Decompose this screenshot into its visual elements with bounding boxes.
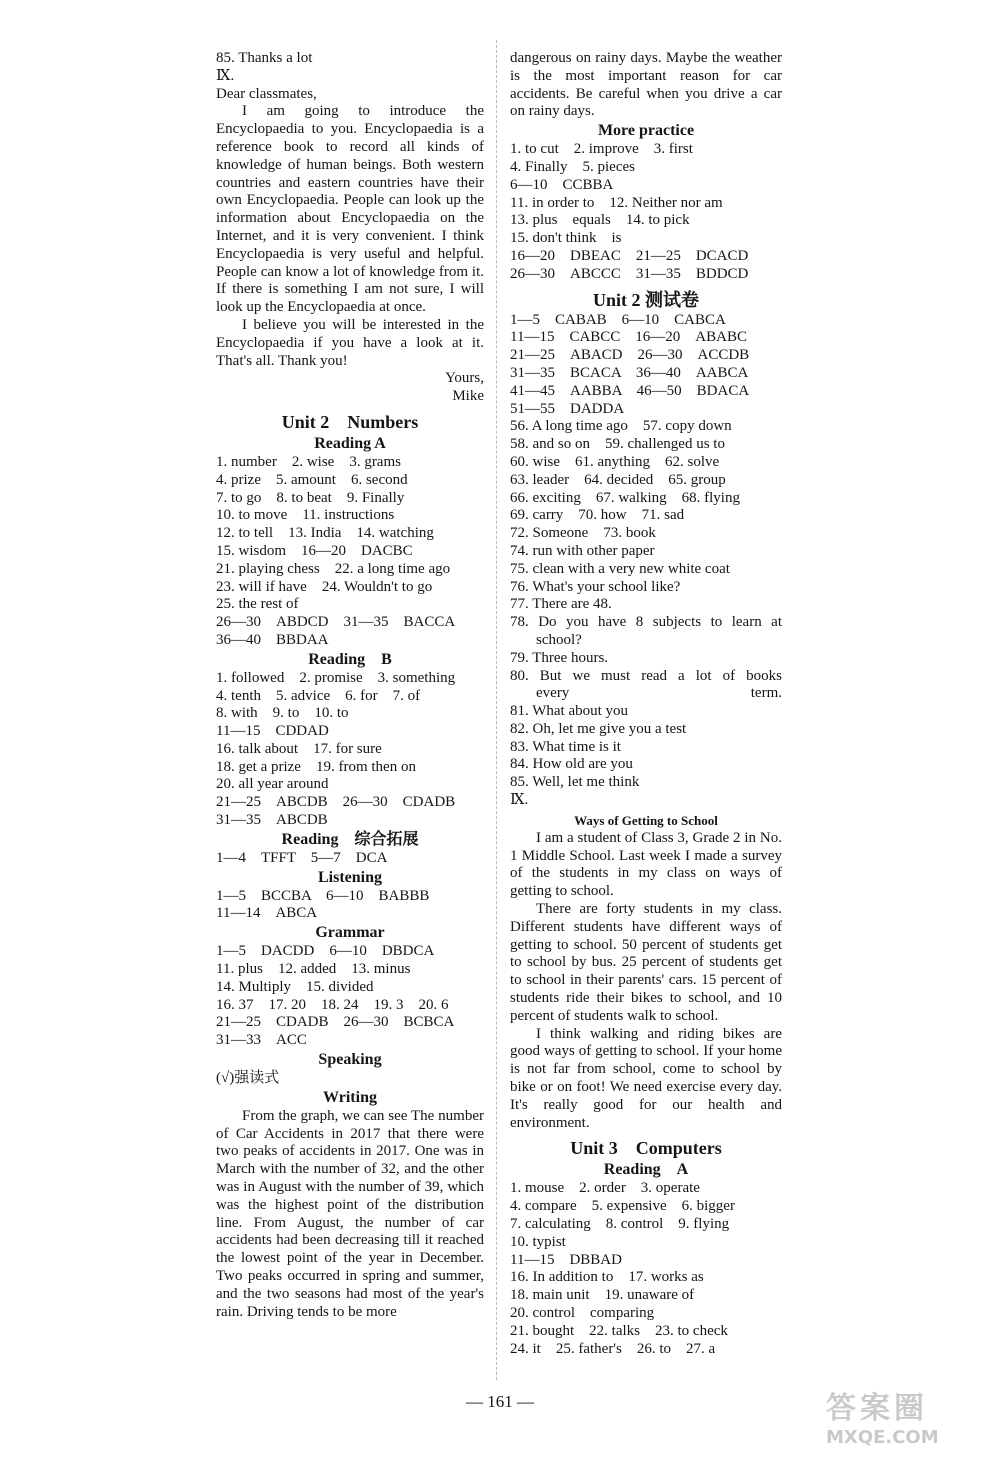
text-line: 26—30 ABCCC 31—35 BDDCD [510,265,749,282]
text-line: 76. What's your school like? [510,578,681,595]
text-line: Dear classmates, [216,85,317,102]
text-line: 12. to tell 13. India 14. watching [216,525,434,542]
paragraph: I am a student of Class 3, Grade 2 in No. 1 Middle School. Last week I made a survey of the students in my class on ways of getting to school. [510,829,782,900]
text-line: 4. tenth 5. advice 6. for 7. of [216,687,421,704]
text-line: 4. prize 5. amount 6. second [216,471,408,488]
text-line: 31—35 ABCDB [216,812,328,829]
text-line: 11—14 ABCA [216,905,318,922]
text-line: 16—20 DBEAC 21—25 DCACD [510,247,749,264]
text-line: Ⅸ. [510,792,529,809]
text-line: 1. to cut 2. improve 3. first [510,141,693,158]
text-line: 72. Someone 73. book [510,525,656,542]
text-line: 85. Well, let me think [510,774,640,791]
text-line: 16. talk about 17. for sure [216,740,382,757]
text-line: 31—35 BCACA 36—40 AABCA [510,364,749,381]
section-heading: Reading B [308,650,392,668]
text-line: 1. followed 2. promise 3. something [216,669,456,686]
unit-heading: Unit 2 测试卷 [592,289,699,310]
text-line: 11. in order to 12. Neither nor am [510,194,723,211]
text-line: 6—10 CCBBA [510,176,614,193]
paragraph: There are forty students in my class. Different students have different ways of getting to school. 50 percent of students get to school by bus. 25 percent of students get to school in their parents' cars. 15 percent of students ride their bikes to school, and 10 percent of students walk to school. [510,901,782,1024]
text-line: 1—5 CABAB 6—10 CABCA [510,311,726,328]
text-line: 21. bought 22. talks 23. to check [510,1322,728,1339]
text-line: 21—25 ABCDB 26—30 CDADB [216,794,456,811]
section-heading: More practice [597,122,695,140]
text-line: 11. plus 12. added 13. minus [216,961,411,978]
section-heading: Ways of Getting to School [574,812,718,828]
text-line: 8. with 9. to 10. to [216,705,349,722]
text-line: 7. calculating 8. control 9. flying [510,1216,730,1233]
text-line: 56. A long time ago 57. copy down [510,418,732,435]
text-line: 1—5 DACDD 6—10 DBDCA [216,943,435,960]
text-line: 11—15 CDDAD [216,723,329,740]
text-line: 18. get a prize 19. from then on [216,758,416,775]
text-line: 21. playing chess 22. a long time ago [216,560,451,577]
text-line: 82. Oh, let me give you a test [510,720,687,737]
text-line: 11—15 DBBAD [510,1251,622,1268]
text-line: 14. Multiply 15. divided [216,978,374,995]
text-line: 10. to move 11. instructions [216,507,395,524]
text-line: 24. it 25. father's 26. to 27. a [510,1340,716,1357]
text-line: school? [536,631,582,648]
text-line: 75. clean with a very new white coat [510,560,730,577]
section-heading: Reading 综合拓展 [281,830,419,848]
text-line: 77. There are 48. [510,596,612,613]
text-line: 1—5 BCCBA 6—10 BABBB [216,887,430,904]
text-line: 21—25 CDADB 26—30 BCBCA [216,1014,455,1031]
text-line: 7. to go 8. to beat 9. Finally [216,489,405,506]
text-line: 15. wisdom 16—20 DACBC [216,542,413,559]
text-line: 25. the rest of [216,596,299,613]
paragraph: I believe you will be interested in the Encyclopaedia if you have a look at it. That's all. Thank you! [216,316,484,369]
text-line: 4. compare 5. expensive 6. bigger [510,1198,735,1215]
text-line: 18. main unit 19. unaware of [510,1287,695,1304]
text-line: Yours, [445,370,484,387]
text-line: 4. Finally 5. pieces [510,158,635,175]
watermark-logo [826,1391,976,1457]
text-line: 74. run with other paper [510,542,655,559]
text-line: Ⅸ. [216,67,235,84]
text-line: 83. What time is it [510,738,621,755]
text-line: 10. typist [510,1233,566,1250]
text-line: 16. 37 17. 20 18. 24 19. 3 20. 6 [216,996,449,1013]
paragraph: dangerous on rainy days. Maybe the weather is the most important reason for car accidents. Be careful when you drive a car on rainy days. [510,50,782,120]
column-divider [496,40,497,1380]
text-line: 63. leader 64. decided 65. group [510,471,726,488]
unit-heading: Unit 2 Numbers [281,411,419,432]
text-line: 31—33 ACC [216,1032,307,1049]
section-heading: Writing [323,1088,377,1106]
text-line: 58. and so on 59. challenged us to [510,436,725,453]
text-line: 80. But we must read a lot of books [510,667,782,684]
unit-heading: Unit 3 Computers [570,1138,722,1159]
text-line: Mike [452,388,484,405]
text-line: 13. plus equals 14. to pick [510,212,690,229]
text-line: 66. exciting 67. walking 68. flying [510,489,740,506]
text-line: 81. What about you [510,703,629,720]
paragraph: I think walking and riding bikes are good ways of getting to school. If your home is not far from school, come to school by bike or on foot! We need exercise every day. It's really good for our health and environment. [510,1025,782,1131]
section-heading: Speaking [318,1051,382,1069]
section-heading: Listening [317,868,382,886]
watermark-bottom: MXQE.COM [826,1427,939,1448]
text-line: 11—15 CABCC 16—20 ABABC [510,329,747,346]
text-line: 16. In addition to 17. works as [510,1269,704,1286]
text-line: 51—55 DADDA [510,400,625,417]
text-line: 69. carry 70. how 71. sad [510,507,685,524]
text-line: 79. Three hours. [510,649,609,666]
left-column [216,50,484,1321]
text-line: 20. control comparing [510,1305,655,1321]
text-line: 1—4 TFFT 5—7 DCA [216,849,388,866]
text-line: 84. How old are you [510,756,633,773]
text-line: 78. Do you have 8 subjects to learn at [510,614,782,631]
text-line: 20. all year around [216,776,329,793]
text-line: 41—45 AABBA 46—50 BDACA [510,382,750,399]
text-line: 85. Thanks a lot [216,50,313,66]
section-heading: Grammar [315,924,385,942]
text-line: 23. will if have 24. Wouldn't to go [216,578,433,595]
text-line: 21—25 ABACD 26—30 ACCDB [510,347,750,364]
page-number: — 161 — [466,1392,534,1411]
paragraph: From the graph, we can see The number of Car Accidents in 2017 that there were two peaks of accidents in 2017. One was in March with the number of 32, and the other was in August with the number of 39, which was the highest point of the distribution line. From August, the number of car accidents had been decreasing till it reached the lowest point of the year in December. Two peaks occurred in spring and summer, and the two seasons had most of the year's rain. Driving tends to be more [216,1107,484,1320]
text-line: 60. wise 61. anything 62. solve [510,453,720,470]
section-heading: Reading A [603,1161,689,1179]
text-line: 15. don't think is [510,230,622,247]
text-line: (√)强读式 [216,1070,280,1087]
text-line: 26—30 ABDCD 31—35 BACCA [216,614,456,631]
text-line: 36—40 BBDAA [216,631,329,648]
right-column [510,50,782,1358]
text-line: every term. [536,685,782,702]
paragraph: I am going to introduce the Encyclopaedia to you. Encyclopaedia is a reference book to record all kinds of knowledge of human beings. Both western countries and eastern countries have their own Encyclopaedia. People can look up the information about Encyclopaedia on the Internet, and it is very convenient. I think Encyclopaedia is very useful and helpful. People can know a lot of knowledge from it. If there is something I am not sure, I will look up the Encyclopaedia at once. [216,103,484,316]
watermark-top: 答案圈 [826,1391,928,1426]
text-line: 1. mouse 2. order 3. operate [510,1180,700,1197]
section-heading: Reading A [314,434,386,452]
text-line: 1. number 2. wise 3. grams [216,453,401,470]
